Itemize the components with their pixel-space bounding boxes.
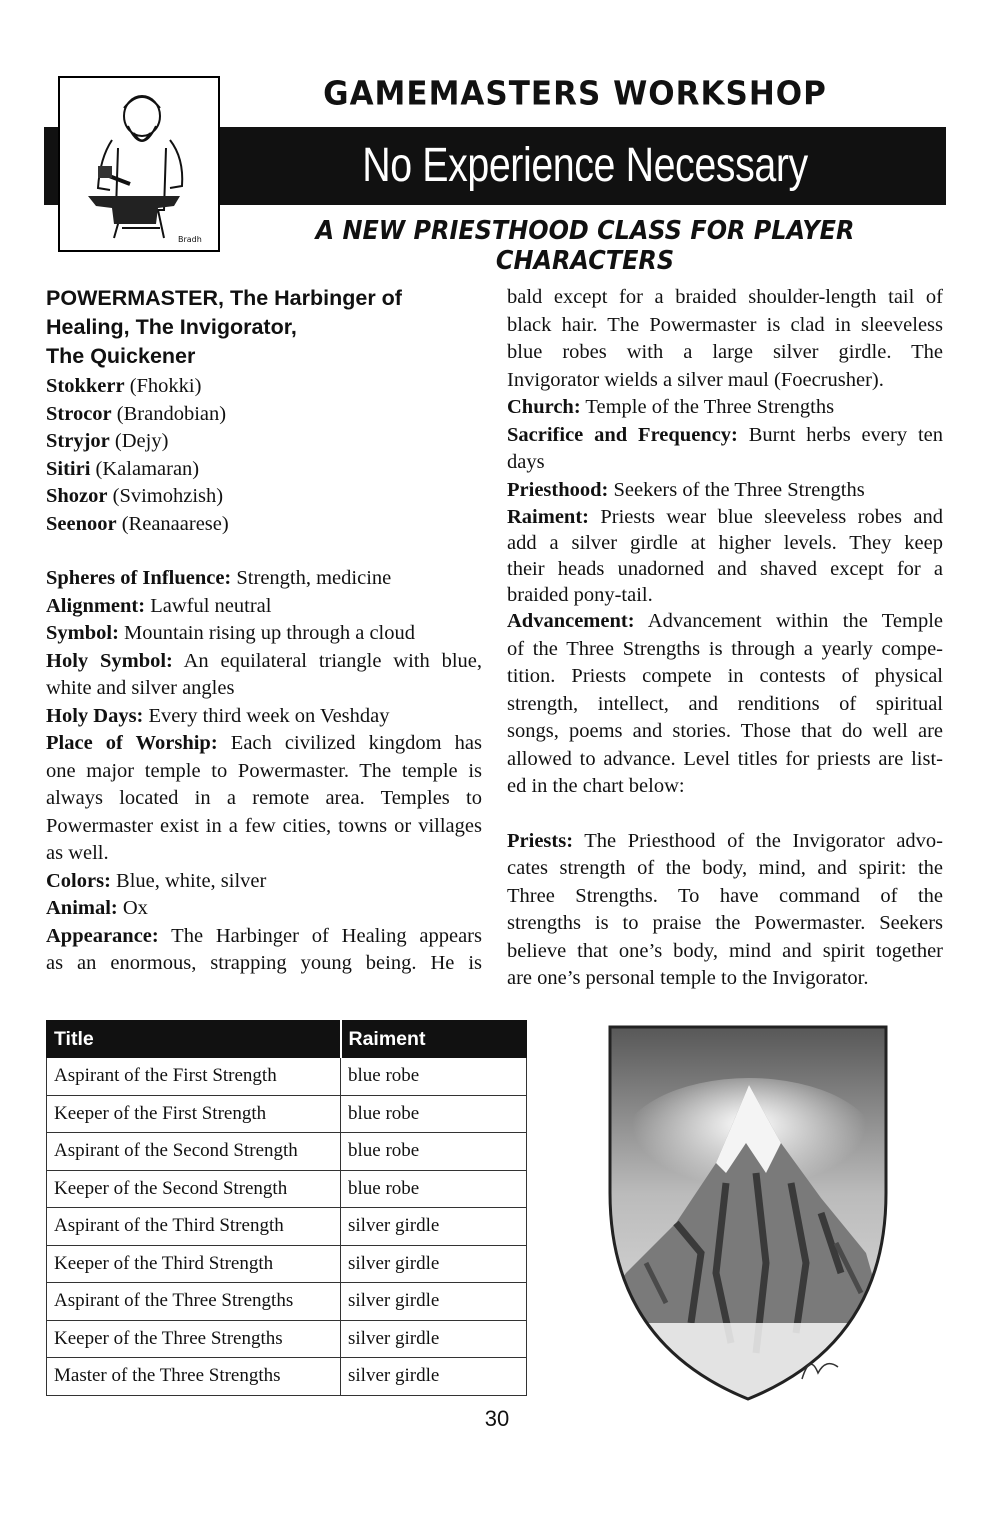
table-row (47, 1133, 527, 1171)
deity-names-list (46, 373, 482, 538)
raiment-cell: silver girdle (341, 1245, 527, 1283)
sacrifice-entry: Sacrifice and Frequency: Burnt herbs every ten days (507, 423, 943, 473)
name-entry: Stokkerr (Fhokki) (46, 375, 202, 397)
dwarf-smith-illustration (58, 76, 220, 252)
level-titles-table (46, 1020, 527, 1396)
priests-entry: Priests: The Priesthood of the Invigorator advo- cates strength of the body, mind, and spirit: the Three Strengths. To have command of the strengths is to praise the Powermaster. Seekers believe that one’s body, mind and spirit together are one’s personal temple to the Invigorator. (507, 829, 943, 989)
table-row (47, 1058, 527, 1096)
title-cell: Aspirant of the Three Strengths (47, 1283, 341, 1321)
priesthood-entry: Priesthood: Seekers of the Three Strengths (507, 478, 865, 501)
artist-signature (802, 1364, 838, 1379)
left-column (46, 284, 482, 978)
title-cell: Keeper of the Three Strengths (47, 1320, 341, 1358)
name-entry: Shozor (Svimohzish) (46, 485, 224, 507)
column-header-raiment: Raiment (341, 1021, 527, 1058)
raiment-cell: silver girdle (341, 1208, 527, 1246)
title-cell: Aspirant of the First Strength (47, 1058, 341, 1096)
svg-text:Bradh: Bradh (178, 235, 202, 244)
title-cell: Keeper of the Second Strength (47, 1170, 341, 1208)
raiment-entry: Raiment: Priests wear blue sleeveless robes and add a silver girdle at higher levels. They keep their heads unadorned and shaved except for a braided pony-tail. (507, 506, 943, 606)
mountain-shield-icon (606, 1023, 892, 1403)
raiment-cell: silver girdle (341, 1358, 527, 1396)
animal-entry: Animal: Ox (46, 897, 148, 919)
article-subtitle: A NEW PRIESTHOOD CLASS FOR PLAYER CHARACTERS (315, 216, 855, 276)
table-row (47, 1358, 527, 1396)
spheres-entry: Spheres of Influence: Strength, medicine (46, 567, 392, 589)
raiment-cell: silver girdle (341, 1283, 527, 1321)
heading-line: The Quickener (46, 344, 196, 368)
table-row (47, 1208, 527, 1246)
table-row (47, 1320, 527, 1358)
series-title: GAMEMASTERS WORKSHOP (323, 75, 827, 113)
raiment-cell: blue robe (341, 1133, 527, 1171)
colors-entry: Colors: Blue, white, silver (46, 869, 267, 892)
table-row (47, 1283, 527, 1321)
title-cell: Keeper of the Third Strength (47, 1245, 341, 1283)
alignment-entry: Alignment: Lawful neutral (46, 594, 272, 617)
table-row (47, 1095, 527, 1133)
table-header-row (47, 1021, 527, 1058)
title-cell: Keeper of the First Strength (47, 1095, 341, 1133)
deity-heading (46, 284, 482, 371)
symbol-entry: Symbol: Mountain rising up through a cloud (46, 622, 415, 644)
table-row (47, 1170, 527, 1208)
raiment-cell: blue robe (341, 1095, 527, 1133)
heading-line: POWERMASTER, The Harbinger of (46, 286, 402, 310)
column-header-title: Title (47, 1021, 341, 1058)
title-cell: Aspirant of the Third Strength (47, 1208, 341, 1246)
raiment-cell: blue robe (341, 1170, 527, 1208)
page-number: 30 (484, 1406, 510, 1431)
table-row (47, 1245, 527, 1283)
holy-days-entry: Holy Days: Every third week on Veshday (46, 704, 390, 727)
title-cell: Aspirant of the Second Strength (47, 1133, 341, 1171)
name-entry: Sitiri (Kalamaran) (46, 457, 200, 480)
appearance-entry: Appearance: The Harbinger of Healing appears as an enormous, strapping young being. He is (46, 924, 482, 974)
article-title: No Experience Necessary (362, 139, 808, 192)
holy-symbol-entry: Holy Symbol: An equilateral triangle with blue, white and silver angles (46, 649, 483, 699)
advancement-entry: Advancement: Advancement within the Temple of the Three Strengths is through a yearly compe- tition. Priests compete in contests of physical strength, intellect, and renditions of spiritual songs, poems and stories. Those that do well are allowed to advance. Level titles for priests are list- ed in the chart below: (507, 610, 943, 797)
title-cell: Master of the Three Strengths (47, 1358, 341, 1396)
mountain-shield-illustration (606, 1023, 892, 1403)
place-of-worship-entry: Place of Worship: Each civilized kingdom has one major temple to Powermaster. The temple is always located in a remote area. Temples to Powermaster exist in a few cities, towns or villages as well. (46, 732, 482, 864)
right-column (507, 284, 943, 993)
appearance-continued: bald except for a braided shoulder-length tail of black hair. The Powermaster is clad in sleeveless blue robes with a large silver girdle. The Invigorator wields a silver maul (Foecrusher). (507, 286, 943, 391)
raiment-cell: blue robe (341, 1058, 527, 1096)
name-entry: Strocor (Brandobian) (46, 402, 227, 425)
name-entry: Stryjor (Dejy) (46, 430, 169, 452)
dwarf-icon (60, 78, 218, 250)
church-entry: Church: Temple of the Three Strengths (507, 396, 835, 418)
raiment-cell: silver girdle (341, 1320, 527, 1358)
name-entry: Seenoor (Reanaarese) (46, 512, 229, 535)
heading-line: Healing, The Invigorator, (46, 315, 297, 339)
